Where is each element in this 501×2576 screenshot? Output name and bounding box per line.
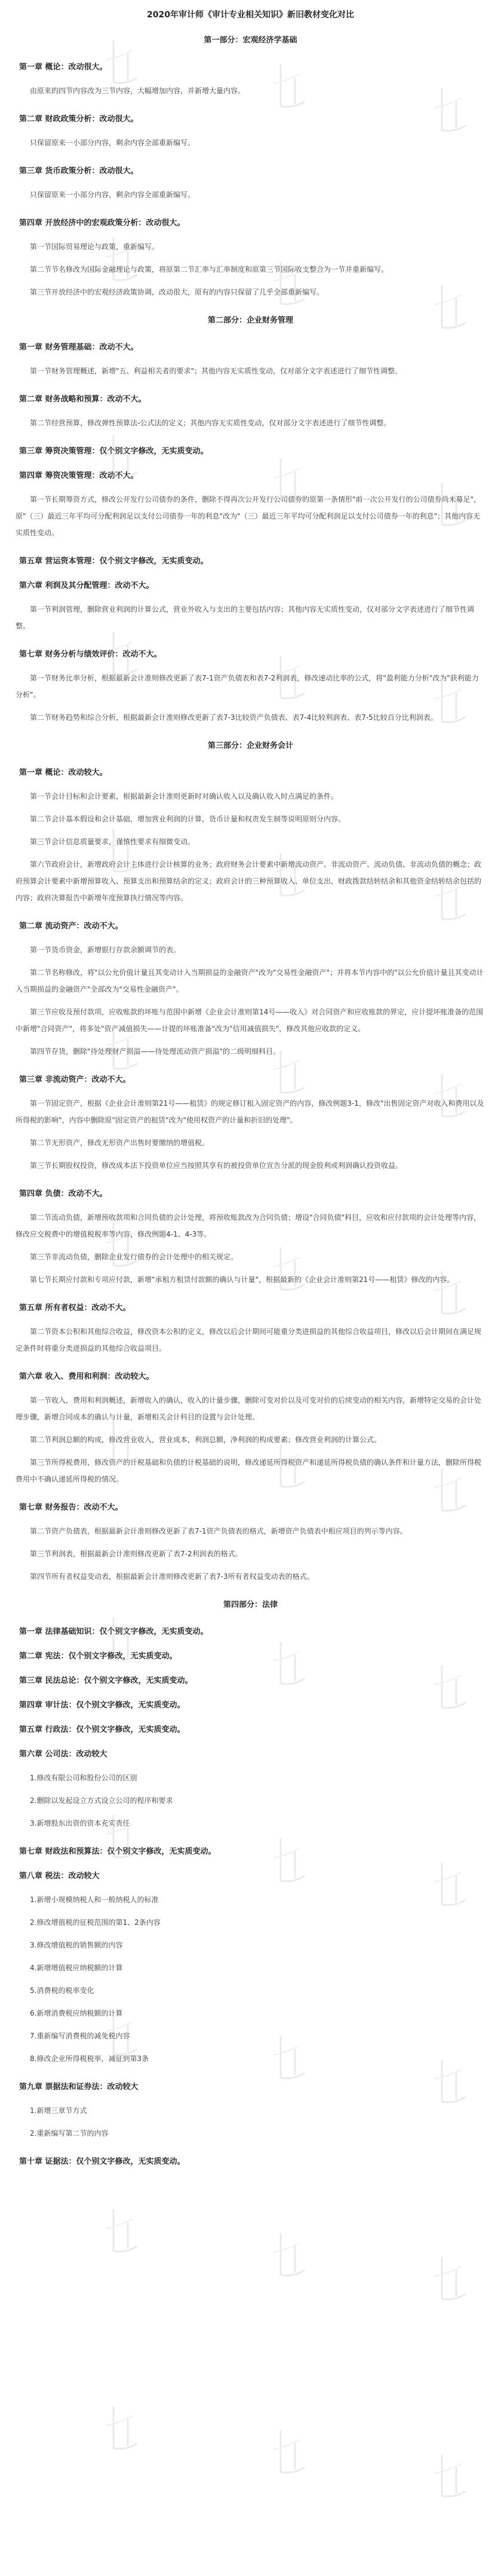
chapter-heading: 第五章 行政法：仅个别文字修改，无实质变动。 [19, 1725, 185, 1734]
chapter-heading: 第四章 筹资决策管理：改动不大。 [19, 471, 139, 480]
watermark-logo [430, 1858, 472, 1913]
watermark-logo [430, 2449, 472, 2504]
chapter-heading: 第五章 营运资本管理：仅个别文字修改，无实质变动。 [19, 557, 208, 566]
chapter-heading: 第一章 概论：改动较大。 [19, 768, 107, 777]
chapter-heading: 第三章 民法总论：仅个别文字修改，无实质变动。 [19, 1676, 193, 1685]
chapter-heading: 第一章 法律基础知识：仅个别文字修改，无实质变动。 [19, 1627, 208, 1636]
paragraph: 第二节节名修改为国际金融理论与政策，将原第二节汇率与汇率制度和原第三节国际收支整合为一节并重新编写。 [30, 265, 389, 274]
paragraph: 第七节长期应付款和专项应付款，新增"承租方租赁付款额的确认与计量"，根据最新的《企业会计准则第21号——租赁》修改的内容。 [30, 1275, 454, 1284]
watermark-logo [269, 848, 311, 903]
watermark-logo [102, 36, 143, 91]
watermark-logo [430, 84, 472, 139]
paragraph: 第三节利润表，根据最新会计准则修改更新了表7-2利润表的格式。 [30, 1550, 242, 1558]
paragraph: 第一节货币资金，新增银行存款余额调节的表。 [30, 946, 181, 954]
watermark-logo [102, 1219, 143, 1274]
paragraph: 第三节开放经济中的宏观经济政策协调，改动很大，原有的内容只保留了几乎全部重新编写。 [30, 288, 324, 296]
chapter-heading: 第九章 票据法和证券法：改动较大 [19, 2083, 139, 2092]
chapter-heading: 第二章 流动资产：改动不大。 [19, 922, 123, 931]
watermark-logo [430, 872, 472, 927]
paragraph: 第三节所得税费用，修改资产的计税基础和负债的计税基础的说明，修改递延所得税资产和递延所得税负债的确认条件和计量方法，删除所得税费用中不确认递延所得税的情况。 [16, 1458, 482, 1483]
watermark-logo [269, 1243, 311, 1298]
watermark-logo [269, 1440, 311, 1495]
paragraph: 6.新增消费税应纳税额的计算 [30, 2009, 123, 2017]
paragraph: 第二节资产负债表，根据最新会计准则修改更新了表7-1资产负债表的格式，新增资产负债表中相应项目的列示等内容。 [30, 1527, 407, 1535]
watermark-logo [102, 430, 143, 485]
document-content [16, 33, 485, 2166]
watermark-logo [269, 1637, 311, 1692]
watermark-logo [102, 2007, 143, 2062]
chapter-heading: 第八章 税法：改动较大 [19, 1872, 100, 1881]
paragraph: 第三节会计信息质量要求，谨慎性要求有细微变动。 [30, 838, 195, 846]
paragraph: 第一节财务比率分析，根据最新会计准则修改更新了表7-1资产负债表和表7-2利润表，修改速动比率的公式，将"盈利能力分析"改为"获利能力分析"。 [16, 674, 479, 699]
watermark-logo [102, 1810, 143, 1865]
watermark-logo [269, 60, 311, 115]
watermark-logo [102, 2204, 143, 2259]
paragraph: 第二节无形资产，修改无形资产出售时要缴纳的增值税。 [30, 1139, 210, 1147]
paragraph: 2.修改增值税的征税范围的第1、2条内容 [30, 1918, 161, 1927]
watermark-logo [430, 281, 472, 336]
watermark-logo [430, 1069, 472, 1124]
paragraph: 2.重新编写第二节的内容 [30, 2129, 109, 2138]
part-heading: 第二部分：企业财务管理 [207, 316, 293, 325]
chapter-heading: 第四章 负债：改动不大。 [19, 1189, 107, 1198]
paragraph: 第一节长期筹资方式，修改公开发行公司债券的条件，删除不得再次公开发行公司债券的原第一条情形"前一次公开发行的公司债券尚未募足"，原"（三）最近三年平均可分配利润足以支付公司债券一年的利息"改为"（三）最近三年平均可分配利润足以支付公司债券一年的利息"；其他内容无实质性变动。 [16, 495, 481, 537]
paragraph: 第二节财务趋势和综合分析，根据最新会计准则修改更新了表7-3比较资产负债表、表7-4比较利润表、表7-5比较百分比利润表。 [30, 713, 438, 722]
paragraph: 1.修改有限公司和股份公司的区别 [30, 1774, 137, 1782]
paragraph: 4.新增增值税应纳税额的计算 [30, 1964, 123, 1972]
chapter-heading: 第四章 审计法：仅个别文字修改，无实质变动。 [19, 1701, 185, 1710]
chapter-heading: 第二章 财务战略和预算：改动不大。 [19, 395, 146, 404]
chapter-heading: 第三章 货币政策分析：改动很大。 [19, 167, 139, 176]
paragraph: 第一节财务管理概述，新增"五、利益相关者的要求"；其他内容无实质性变动，仅对部分文字表述进行了细节性调整。 [30, 367, 402, 375]
chapter-heading: 第三章 筹资决策管理：仅个别文字修改，无实质变动。 [19, 447, 208, 456]
watermark-logo [102, 1416, 143, 1471]
watermark-logo [430, 1266, 472, 1321]
paragraph: 第三节非流动负债，删除企业发行债券的会计处理中的相关规定。 [30, 1253, 238, 1261]
watermark-logo [269, 454, 311, 509]
paragraph: 由原来的四节内容改为三节内容，大幅增加内容，并新增大量内容。 [30, 87, 245, 95]
watermark-logo [269, 257, 311, 312]
paragraph: 第一节固定资产，根据《企业会计准则第21号——租赁》的规定修订租入固定资产的内容，修改例题3-1，修改"出售固定资产对收入和费用以及所得税的影响"，内容中删除原"固定资产的租赁"改为"使用权资产的计量和折旧的处理"。 [16, 1099, 484, 1124]
chapter-heading: 第七章 财务分析与绩效评价：改动不大。 [19, 650, 162, 659]
watermark-logo [102, 627, 143, 682]
paragraph: 第二节经营预算，修改弹性预算法-公式法的定义；其他内容无实质性变动，仅对部分文字表述进行了细节性调整。 [30, 419, 391, 427]
paragraph: 只保留原来一小部分内容，剩余内容全部重新编写。 [30, 139, 195, 147]
paragraph: 1.新增三章节方式 [30, 2106, 87, 2115]
paragraph: 第二节会计基本假设和会计基础，增加营业利润的计算，货币计量和权责发生制等说明原则分内容。 [30, 815, 346, 823]
watermark-logo [430, 1661, 472, 1716]
watermark-logo [269, 1045, 311, 1100]
paragraph: 8.修改企业所得税税率，减征到第3条 [30, 2054, 149, 2063]
paragraph: 第四节存货，删除"待处理财产损溢——待处理流动资产损溢"的二级明细科目。 [30, 1047, 281, 1056]
watermark-logo [102, 1022, 143, 1077]
paragraph: 1.新增小规模纳税人和一般纳税人的标准 [30, 1896, 159, 1904]
watermark-logo [430, 478, 472, 533]
paragraph: 第一节会计目标和会计要素，根据最新会计准则更新时对确认收入以及确认收入时点满足的条件。 [30, 792, 339, 801]
watermark-logo [102, 233, 143, 288]
paragraph: 第一节国际贸易理论与政策，重新编写。 [30, 243, 159, 251]
paragraph: 第六节政府会计，新增政府会计主体进行会计核算的业务；政府财务会计要素中新增流动资产、非流动资产、流动负债、非流动负债的概念；政府预算会计要素中新增预算收入、预算支出和预算结余的定义；政府会计的三种预算收入、单位支出，财政拨款结转结余和其他资金结转结余包括的内容；政府决算报告中新增年度预算执行情况等内容。 [16, 860, 482, 902]
part-heading: 第一部分：宏观经济学基础 [204, 36, 297, 45]
chapter-heading: 第二章 宪法：仅个别文字修改，无实质变动。 [19, 1652, 177, 1661]
paragraph: 第一节利润管理，删除营业利润的计算公式，营业外收入与支出的主要包括内容；其他内容无实质性变动，仅对部分文字表述进行了细节性调整。 [16, 605, 475, 630]
paragraph: 第三节长期股权投资，修改成本法下投资单位应当按照其享有的被投资单位宣告分派的现金股利或利润确认投资收益。 [30, 1161, 403, 1170]
watermark-logo [269, 1834, 311, 1889]
paragraph: 2.删除以发起设立方式设立公司的程序和要求 [30, 1796, 173, 1805]
watermark-logo [430, 675, 472, 730]
paragraph: 第二节利润总额的构成，修改营业收入，营业成本，利润总额，净利润的构成要素；修改营业利润的计算公式。 [30, 1436, 382, 1444]
chapter-heading: 第四章 开放经济中的宏观政策分析：改动很大。 [19, 219, 185, 228]
paragraph: 3.新增股东出资的资本充实责任 [30, 1819, 130, 1827]
paragraph: 3.修改增值税的销售额的内容 [30, 1941, 123, 1949]
paragraph: 第一节收入，费用和利润概述，新增收入的确认，收入的计量步骤，删除可变对价以及可变对价的后续变动的相关内容，新增特定交易的会计处理步骤，新增合同成本的确认与计量，新增相关会计科目的设置与会计处理。 [16, 1396, 482, 1421]
paragraph: 只保留原来一小部分内容，剩余内容全部重新编写。 [30, 191, 195, 199]
chapter-heading: 第六章 公司法：改动较大 [19, 1750, 107, 1759]
chapter-heading: 第七章 财政法和预算法：仅个别文字修改，无实质变动。 [19, 1847, 216, 1856]
paragraph: 第四节所有者权益变动表，根据最新会计准则修改更新了表7-3所有者权益变动表的格式。 [30, 1572, 314, 1581]
watermark-logo [102, 2402, 143, 2457]
watermark-logo [430, 2055, 472, 2110]
chapter-heading: 第七章 财务报告：改动不大。 [19, 1503, 123, 1512]
watermark-logo [269, 2425, 311, 2480]
chapter-heading: 第二章 财政政策分析：改动很大。 [19, 115, 139, 124]
watermark-logo [269, 2228, 311, 2283]
watermark-logo [430, 1464, 472, 1519]
paragraph: 第二节名称修改，将"以公允价值计量且其变动计入当期损益的金融资产"改为"交易性金融资产"；并将本节内容中的"以公允价值计量且其变动计入当期损益的金融资产"全部改为"交易性金融资产"。 [16, 968, 484, 993]
chapter-heading: 第六章 收入、费用和利润：改动较大。 [19, 1372, 154, 1381]
paragraph: 第三节应收及预付款项，应收账款的坏账与范围中新增《企业会计准则第14号——收入》对合同资产和应收账款的界定，应计提坏账准备的范围中新增"合同资产"，将多处"资产减值损失——计提的坏账准备"改为"信用减值损失"，修改其他应收款的定义。 [16, 1008, 484, 1033]
chapter-heading: 第三章 非流动资产：改动不大。 [19, 1075, 131, 1084]
chapter-heading: 第一章 财务管理基础：改动不大。 [19, 343, 139, 352]
part-heading: 第四部分：法律 [223, 1600, 278, 1609]
document-title: 2020年审计师《审计专业相关知识》新旧教材变化对比 [147, 10, 354, 20]
watermark-logo [102, 824, 143, 879]
paragraph: 5.消费税的税率变化 [30, 1986, 94, 1995]
watermark-logo [430, 2252, 472, 2307]
chapter-heading: 第十章 证据法：仅个别文字修改，无实质变动。 [19, 2157, 185, 2166]
chapter-heading: 第五章 所有者权益：改动不大。 [19, 1304, 131, 1312]
watermark-logo [269, 2031, 311, 2086]
paragraph: 第二节流动负债，新增预收款项和合同负债的会计处理，将预收账款改为合同负债；增设"合同负债"科目，应收和应付款项的会计处理等内容，修改应交税费中的增值税税率等内容，修改例题4-1、4-3等。 [16, 1213, 481, 1238]
watermark-logo [102, 1613, 143, 1668]
chapter-heading: 第六章 利润及其分配管理：改动不大。 [19, 581, 154, 590]
watermark-logo [269, 651, 311, 706]
part-heading: 第三部分：企业财务会计 [207, 741, 293, 750]
paragraph: 第二节资本公积和其他综合收益，修改资本公积的定义，修改以后会计期间可能重分类进损益的其他综合收益项目，修改以后会计期间在满足规定条件时将重分类进损益的其他综合收益项目。 [16, 1327, 482, 1353]
chapter-heading: 第一章 概论：改动很大。 [19, 63, 107, 72]
paragraph: 7.重新编写消费税的减免税内容 [30, 2032, 130, 2040]
